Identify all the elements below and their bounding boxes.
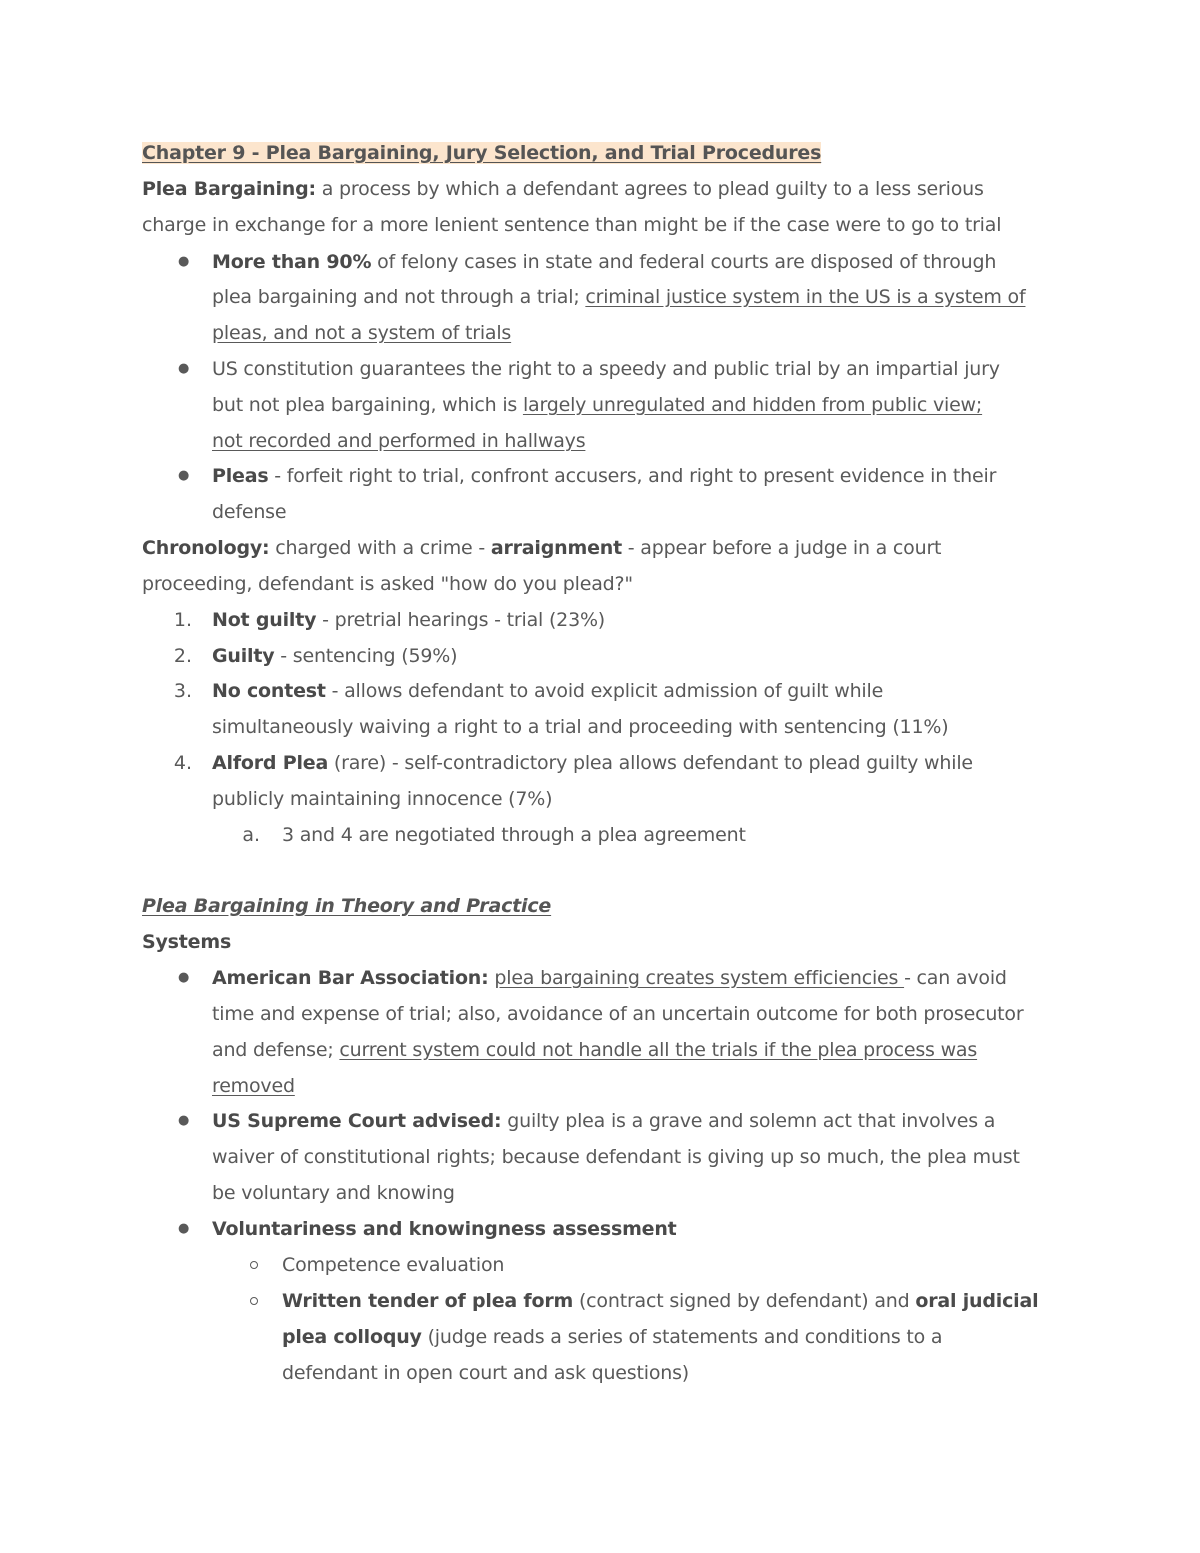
list-letter: a. (242, 824, 260, 846)
sub-item-plea-agreement: 3 and 4 are negotiated through a plea agreement (282, 824, 746, 846)
list-number: 2. (173, 645, 192, 667)
bullet-icon: ● (178, 468, 190, 483)
bullet-supreme-court-line-2: waiver of constitutional rights; because defendant is giving up so much, the plea must (212, 1146, 1020, 1168)
chronology-line-2: proceeding, defendant is asked "how do you plead?" (142, 573, 633, 595)
list-item-alford-plea: Alford Plea (rare) - self-contradictory plea allows defendant to plead guilty while (212, 752, 973, 774)
bullet-supreme-court: US Supreme Court advised: guilty plea is a grave and solemn act that involves a (212, 1110, 996, 1132)
definition-line-1: Plea Bargaining: a process by which a defendant agrees to plead guilty to a less serious (142, 178, 984, 200)
sub-bullet-plea-form: Written tender of plea form (contract signed by defendant) and oral judicial (282, 1290, 1039, 1312)
bullet-90-percent: More than 90% of felony cases in state and federal courts are disposed of through (212, 251, 997, 273)
hollow-bullet-icon (250, 1261, 258, 1269)
page-title: Chapter 9 - Plea Bargaining, Jury Selection, and Trial Procedures (142, 142, 822, 164)
list-number: 1. (173, 609, 192, 631)
section-heading: Plea Bargaining in Theory and Practice (142, 895, 552, 917)
systems-label: Systems (142, 931, 232, 953)
list-number: 4. (173, 752, 192, 774)
hollow-bullet-icon (250, 1297, 258, 1305)
list-item-no-contest-line-2: simultaneously waiving a right to a trial and proceeding with sentencing (11%) (212, 716, 949, 738)
definition-line-2: charge in exchange for a more lenient sentence than might be if the case were to go to trial (142, 214, 1002, 236)
bullet-constitution-line-3: not recorded and performed in hallways (212, 430, 586, 452)
bullet-90-percent-line-3: pleas, and not a system of trials (212, 322, 512, 344)
sub-bullet-competence: Competence evaluation (282, 1254, 505, 1276)
list-item-alford-plea-line-2: publicly maintaining innocence (7%) (212, 788, 553, 810)
bullet-pleas: Pleas - forfeit right to trial, confront accusers, and right to present evidence in their (212, 465, 997, 487)
list-item-no-contest: No contest - allows defendant to avoid explicit admission of guilt while (212, 680, 884, 702)
list-item-not-guilty: Not guilty - pretrial hearings - trial (23%) (212, 609, 606, 631)
bullet-aba: American Bar Association: plea bargaining creates system efficiencies - can avoid (212, 967, 1007, 989)
bullet-constitution-line-2: but not plea bargaining, which is largely unregulated and hidden from public view; (212, 394, 983, 416)
list-item-guilty: Guilty - sentencing (59%) (212, 645, 458, 667)
bullet-voluntariness: Voluntariness and knowingness assessment (212, 1218, 677, 1240)
bullet-aba-line-2: time and expense of trial; also, avoidance of an uncertain outcome for both prosecutor (212, 1003, 1024, 1025)
bullet-supreme-court-line-3: be voluntary and knowing (212, 1182, 455, 1204)
sub-bullet-plea-form-line-2: plea colloquy (judge reads a series of statements and conditions to a (282, 1326, 943, 1348)
sub-bullet-plea-form-line-3: defendant in open court and ask questions) (282, 1362, 690, 1384)
bullet-constitution: US constitution guarantees the right to a speedy and public trial by an impartial jury (212, 358, 1000, 380)
chronology-line-1: Chronology: charged with a crime - arraignment - appear before a judge in a court (142, 537, 942, 559)
bullet-icon: ● (178, 1221, 190, 1236)
bullet-icon: ● (178, 970, 190, 985)
bullet-icon: ● (178, 1113, 190, 1128)
bullet-icon: ● (178, 361, 190, 376)
bullet-aba-line-4: removed (212, 1075, 295, 1097)
bullet-icon: ● (178, 254, 190, 269)
list-number: 3. (173, 680, 192, 702)
bullet-90-percent-line-2: plea bargaining and not through a trial; criminal justice system in the US is a system of (212, 286, 1026, 308)
bullet-aba-line-3: and defense; current system could not handle all the trials if the plea process was (212, 1039, 978, 1061)
bullet-pleas-line-2: defense (212, 501, 287, 523)
